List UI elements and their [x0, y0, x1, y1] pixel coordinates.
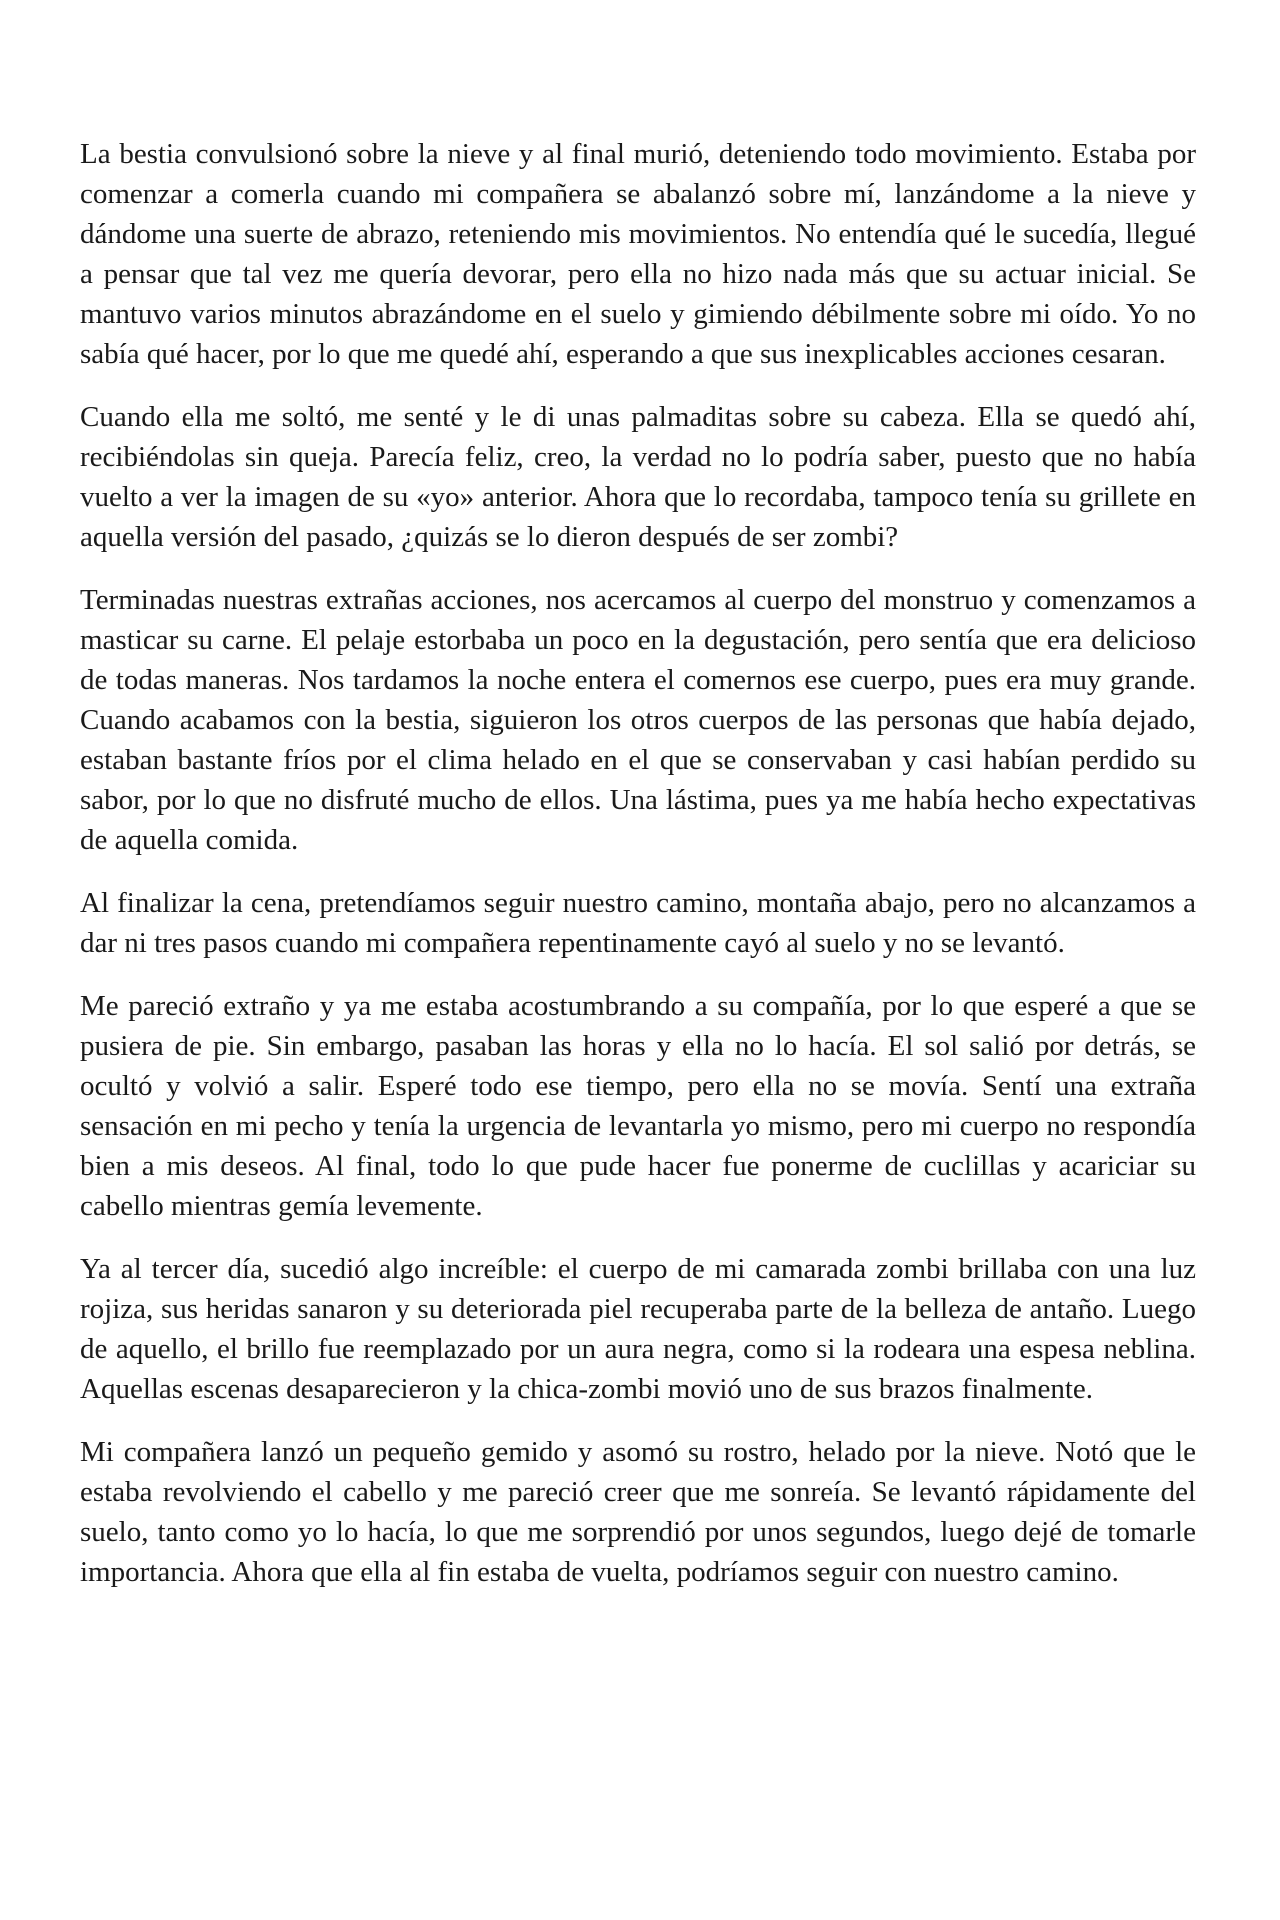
- paragraph-6: Ya al tercer día, sucedió algo increíble: el cuerpo de mi camarada zombi brillaba con una luz rojiza, sus heridas sanaron y su deteriorada piel recuperaba parte de la belleza de antaño. Luego de aquello, el brillo fue reemplazado por un aura negra, como si la rodeara una espesa neblina. Aquellas escenas desaparecieron y la chica-zombi movió uno de sus brazos finalmente.: [80, 1253, 1196, 1405]
- document-page: [80, 134, 1196, 1615]
- paragraph-4: Al finalizar la cena, pretendíamos seguir nuestro camino, montaña abajo, pero no alcanzamos a dar ni tres pasos cuando mi compañera repentinamente cayó al suelo y no se levantó.: [80, 887, 1196, 959]
- paragraph-5: Me pareció extraño y ya me estaba acostumbrando a su compañía, por lo que esperé a que se pusiera de pie. Sin embargo, pasaban las horas y ella no lo hacía. El sol salió por detrás, se ocultó y volvió a salir. Esperé todo ese tiempo, pero ella no se movía. Sentí una extraña sensación en mi pecho y tenía la urgencia de levantarla yo mismo, pero mi cuerpo no respondía bien a mis deseos. Al final, todo lo que pude hacer fue ponerme de cuclillas y acariciar su cabello mientras gemía levemente.: [80, 990, 1196, 1222]
- paragraph-3: Terminadas nuestras extrañas acciones, nos acercamos al cuerpo del monstruo y comenzamos a masticar su carne. El pelaje estorbaba un poco en la degustación, pero sentía que era delicioso de todas maneras. Nos tardamos la noche entera el comernos ese cuerpo, pues era muy grande. Cuando acabamos con la bestia, siguieron los otros cuerpos de las personas que había dejado, estaban bastante fríos por el clima helado en el que se conservaban y casi habían perdido su sabor, por lo que no disfruté mucho de ellos. Una lástima, pues ya me había hecho expectativas de aquella comida.: [80, 584, 1196, 856]
- paragraph-1: La bestia convulsionó sobre la nieve y al final murió, deteniendo todo movimiento. Estaba por comenzar a comerla cuando mi compañera se abalanzó sobre mí, lanzándome a la nieve y dándome una suerte de abrazo, reteniendo mis movimientos. No entendía qué le sucedía, llegué a pensar que tal vez me quería devorar, pero ella no hizo nada más que su actuar inicial. Se mantuvo varios minutos abrazándome en el suelo y gimiendo débilmente sobre mi oído. Yo no sabía qué hacer, por lo que me quedé ahí, esperando a que sus inexplicables acciones cesaran.: [80, 138, 1196, 370]
- paragraph-2: Cuando ella me soltó, me senté y le di unas palmaditas sobre su cabeza. Ella se quedó ahí, recibiéndolas sin queja. Parecía feliz, creo, la verdad no lo podría saber, puesto que no había vuelto a ver la imagen de su «yo» anterior. Ahora que lo recordaba, tampoco tenía su grillete en aquella versión del pasado, ¿quizás se lo dieron después de ser zombi?: [80, 401, 1196, 553]
- paragraph-7: Mi compañera lanzó un pequeño gemido y asomó su rostro, helado por la nieve. Notó que le estaba revolviendo el cabello y me pareció creer que me sonreía. Se levantó rápidamente del suelo, tanto como yo lo hacía, lo que me sorprendió por unos segundos, luego dejé de tomarle importancia. Ahora que ella al fin estaba de vuelta, podríamos seguir con nuestro camino.: [80, 1436, 1196, 1588]
